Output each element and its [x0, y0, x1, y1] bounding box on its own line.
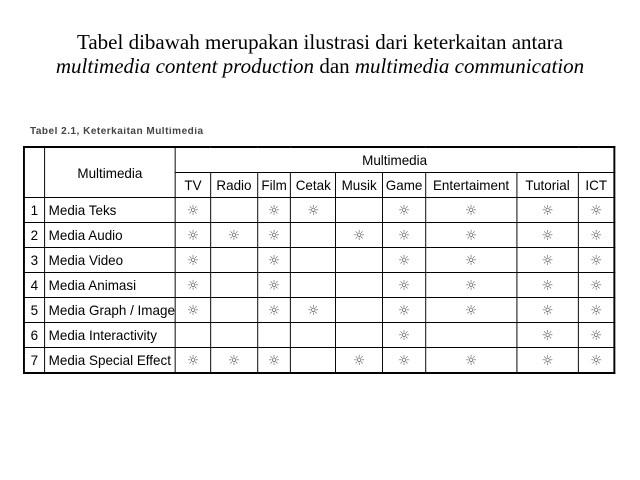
relation-cell: [257, 298, 290, 323]
sun-mark-icon: ☼: [353, 227, 366, 244]
relation-cell: [426, 223, 517, 248]
title-conjunction: dan: [314, 54, 355, 78]
sun-mark-icon: ☼: [590, 327, 603, 344]
relation-cell: [291, 323, 336, 348]
sun-mark-icon: ☼: [186, 252, 200, 269]
sun-mark-icon: ☼: [398, 352, 411, 369]
row-media-name: Media Video: [44, 248, 175, 273]
sun-mark-icon: ☼: [398, 227, 411, 244]
table-row: [24, 298, 614, 323]
relation-cell: [257, 273, 290, 298]
sun-mark-icon: ☼: [227, 227, 240, 244]
relation-cell: [211, 223, 258, 248]
multimedia-relation-table: [23, 146, 615, 374]
relation-cell: [175, 298, 210, 323]
sun-mark-icon: ☼: [268, 302, 281, 319]
relation-cell: [426, 198, 517, 223]
column-header-film: Film: [257, 173, 290, 198]
sun-mark-icon: ☼: [398, 202, 411, 219]
sun-mark-icon: ☼: [465, 352, 478, 369]
relation-cell: [426, 348, 517, 374]
group-header-label: Multimedia: [175, 147, 614, 173]
relation-cell: [291, 348, 336, 374]
relation-cell: [426, 248, 517, 273]
relation-cell: [517, 248, 579, 273]
relation-cell: [257, 223, 290, 248]
sun-mark-icon: ☼: [268, 202, 281, 219]
sun-mark-icon: ☼: [590, 302, 603, 319]
relation-cell: [517, 323, 579, 348]
sun-mark-icon: ☼: [541, 252, 554, 269]
relation-cell: [211, 248, 258, 273]
row-header-label: Multimedia: [44, 147, 175, 198]
relation-cell: [257, 348, 290, 374]
relation-cell: [291, 223, 336, 248]
relation-cell: [257, 198, 290, 223]
row-media-name: Media Teks: [44, 198, 175, 223]
row-media-name: Media Special Effect: [44, 348, 175, 374]
relation-cell: [579, 323, 615, 348]
relation-cell: [383, 223, 426, 248]
relation-cell: [291, 273, 336, 298]
relation-cell: [383, 198, 426, 223]
row-number: 6: [24, 323, 44, 348]
relation-cell: [257, 248, 290, 273]
sun-mark-icon: ☼: [590, 352, 603, 369]
relation-cell: [383, 248, 426, 273]
sun-mark-icon: ☼: [268, 352, 281, 369]
sun-mark-icon: ☼: [398, 252, 411, 269]
title-line-2: [0, 54, 640, 78]
relation-cell: [211, 298, 258, 323]
relation-cell: [211, 323, 258, 348]
row-number: 5: [24, 298, 44, 323]
table-body: [24, 198, 614, 374]
relation-cell: [383, 323, 426, 348]
sun-mark-icon: ☼: [590, 227, 603, 244]
relation-cell: [336, 348, 383, 374]
sun-mark-icon: ☼: [186, 352, 200, 369]
relation-cell: [517, 348, 579, 374]
relation-cell: [336, 248, 383, 273]
sun-mark-icon: ☼: [227, 352, 240, 369]
relation-cell: [175, 223, 210, 248]
relation-cell: [383, 348, 426, 374]
sun-mark-icon: ☼: [590, 202, 603, 219]
sun-mark-icon: ☼: [465, 277, 478, 294]
row-number: 1: [24, 198, 44, 223]
relation-cell: [336, 198, 383, 223]
sun-mark-icon: ☼: [398, 302, 411, 319]
sun-mark-icon: ☼: [353, 352, 366, 369]
sun-mark-icon: ☼: [465, 252, 478, 269]
relation-cell: [517, 298, 579, 323]
sun-mark-icon: ☼: [268, 277, 281, 294]
relation-cell: [517, 223, 579, 248]
title-term-communication: multimedia communication: [354, 54, 585, 78]
table-row: [24, 198, 614, 223]
relation-cell: [336, 323, 383, 348]
sun-mark-icon: ☼: [541, 227, 554, 244]
relation-cell: [336, 298, 383, 323]
relation-cell: [175, 323, 210, 348]
sun-mark-icon: ☼: [268, 227, 281, 244]
row-number: 4: [24, 273, 44, 298]
sun-mark-icon: ☼: [541, 302, 554, 319]
sun-mark-icon: ☼: [465, 227, 478, 244]
sun-mark-icon: ☼: [590, 277, 603, 294]
sun-mark-icon: ☼: [307, 202, 320, 219]
sun-mark-icon: ☼: [398, 277, 411, 294]
relation-cell: [426, 323, 517, 348]
sun-mark-icon: ☼: [186, 302, 200, 319]
relation-cell: [579, 198, 615, 223]
table-row: [24, 323, 614, 348]
relation-cell: [175, 198, 210, 223]
slide-title: [0, 30, 640, 78]
row-media-name: Media Graph / Image: [44, 298, 175, 323]
table-row: [24, 248, 614, 273]
sun-mark-icon: ☼: [268, 252, 281, 269]
relation-cell: [336, 273, 383, 298]
column-header-musik: Musik: [336, 173, 383, 198]
row-media-name: Media Animasi: [44, 273, 175, 298]
title-line-1: Tabel dibawah merupakan ilustrasi dari keterkaitan antara: [77, 30, 563, 54]
table-row: [24, 223, 614, 248]
relation-cell: [291, 248, 336, 273]
row-number: 2: [24, 223, 44, 248]
relation-cell: [211, 348, 258, 374]
relation-cell: [517, 273, 579, 298]
sun-mark-icon: ☼: [186, 227, 200, 244]
relation-cell: [211, 198, 258, 223]
sun-mark-icon: ☼: [186, 277, 200, 294]
column-header-ict: ICT: [579, 173, 615, 198]
header-no-cell: [24, 147, 44, 198]
relation-cell: [257, 323, 290, 348]
column-header-game: Game: [383, 173, 426, 198]
column-header-tutorial: Tutorial: [517, 173, 579, 198]
relation-cell: [211, 273, 258, 298]
sun-mark-icon: ☼: [541, 277, 554, 294]
sun-mark-icon: ☼: [465, 302, 478, 319]
column-header-radio: Radio: [211, 173, 258, 198]
relation-cell: [175, 248, 210, 273]
sun-mark-icon: ☼: [590, 252, 603, 269]
row-number: 3: [24, 248, 44, 273]
sun-mark-icon: ☼: [541, 202, 554, 219]
sun-mark-icon: ☼: [465, 202, 478, 219]
column-header-tv: TV: [175, 173, 210, 198]
relation-cell: [517, 198, 579, 223]
relation-cell: [175, 273, 210, 298]
relation-cell: [579, 298, 615, 323]
row-number: 7: [24, 348, 44, 374]
sun-mark-icon: ☼: [541, 327, 554, 344]
sun-mark-icon: ☼: [307, 302, 320, 319]
sun-mark-icon: ☼: [398, 327, 411, 344]
sun-mark-icon: ☼: [541, 352, 554, 369]
sun-mark-icon: ☼: [186, 202, 200, 219]
column-header-cetak: Cetak: [291, 173, 336, 198]
relation-cell: [291, 198, 336, 223]
relation-cell: [383, 298, 426, 323]
row-media-name: Media Interactivity: [44, 323, 175, 348]
table-row: [24, 273, 614, 298]
table-header-row-1: [24, 147, 614, 173]
relation-cell: [336, 223, 383, 248]
relation-cell: [579, 348, 615, 374]
relation-cell: [383, 273, 426, 298]
relation-cell: [426, 298, 517, 323]
relation-cell: [579, 273, 615, 298]
table-row: [24, 348, 614, 374]
relation-cell: [579, 223, 615, 248]
relation-cell: [579, 248, 615, 273]
relation-cell: [175, 348, 210, 374]
row-media-name: Media Audio: [44, 223, 175, 248]
relation-cell: [426, 273, 517, 298]
column-header-entertaiment: Entertaiment: [426, 173, 517, 198]
title-term-content-production: multimedia content production: [55, 54, 315, 78]
relation-cell: [291, 298, 336, 323]
table-caption-cropped: Tabel 2.1, Keterkaitan Multimedia: [30, 127, 204, 136]
